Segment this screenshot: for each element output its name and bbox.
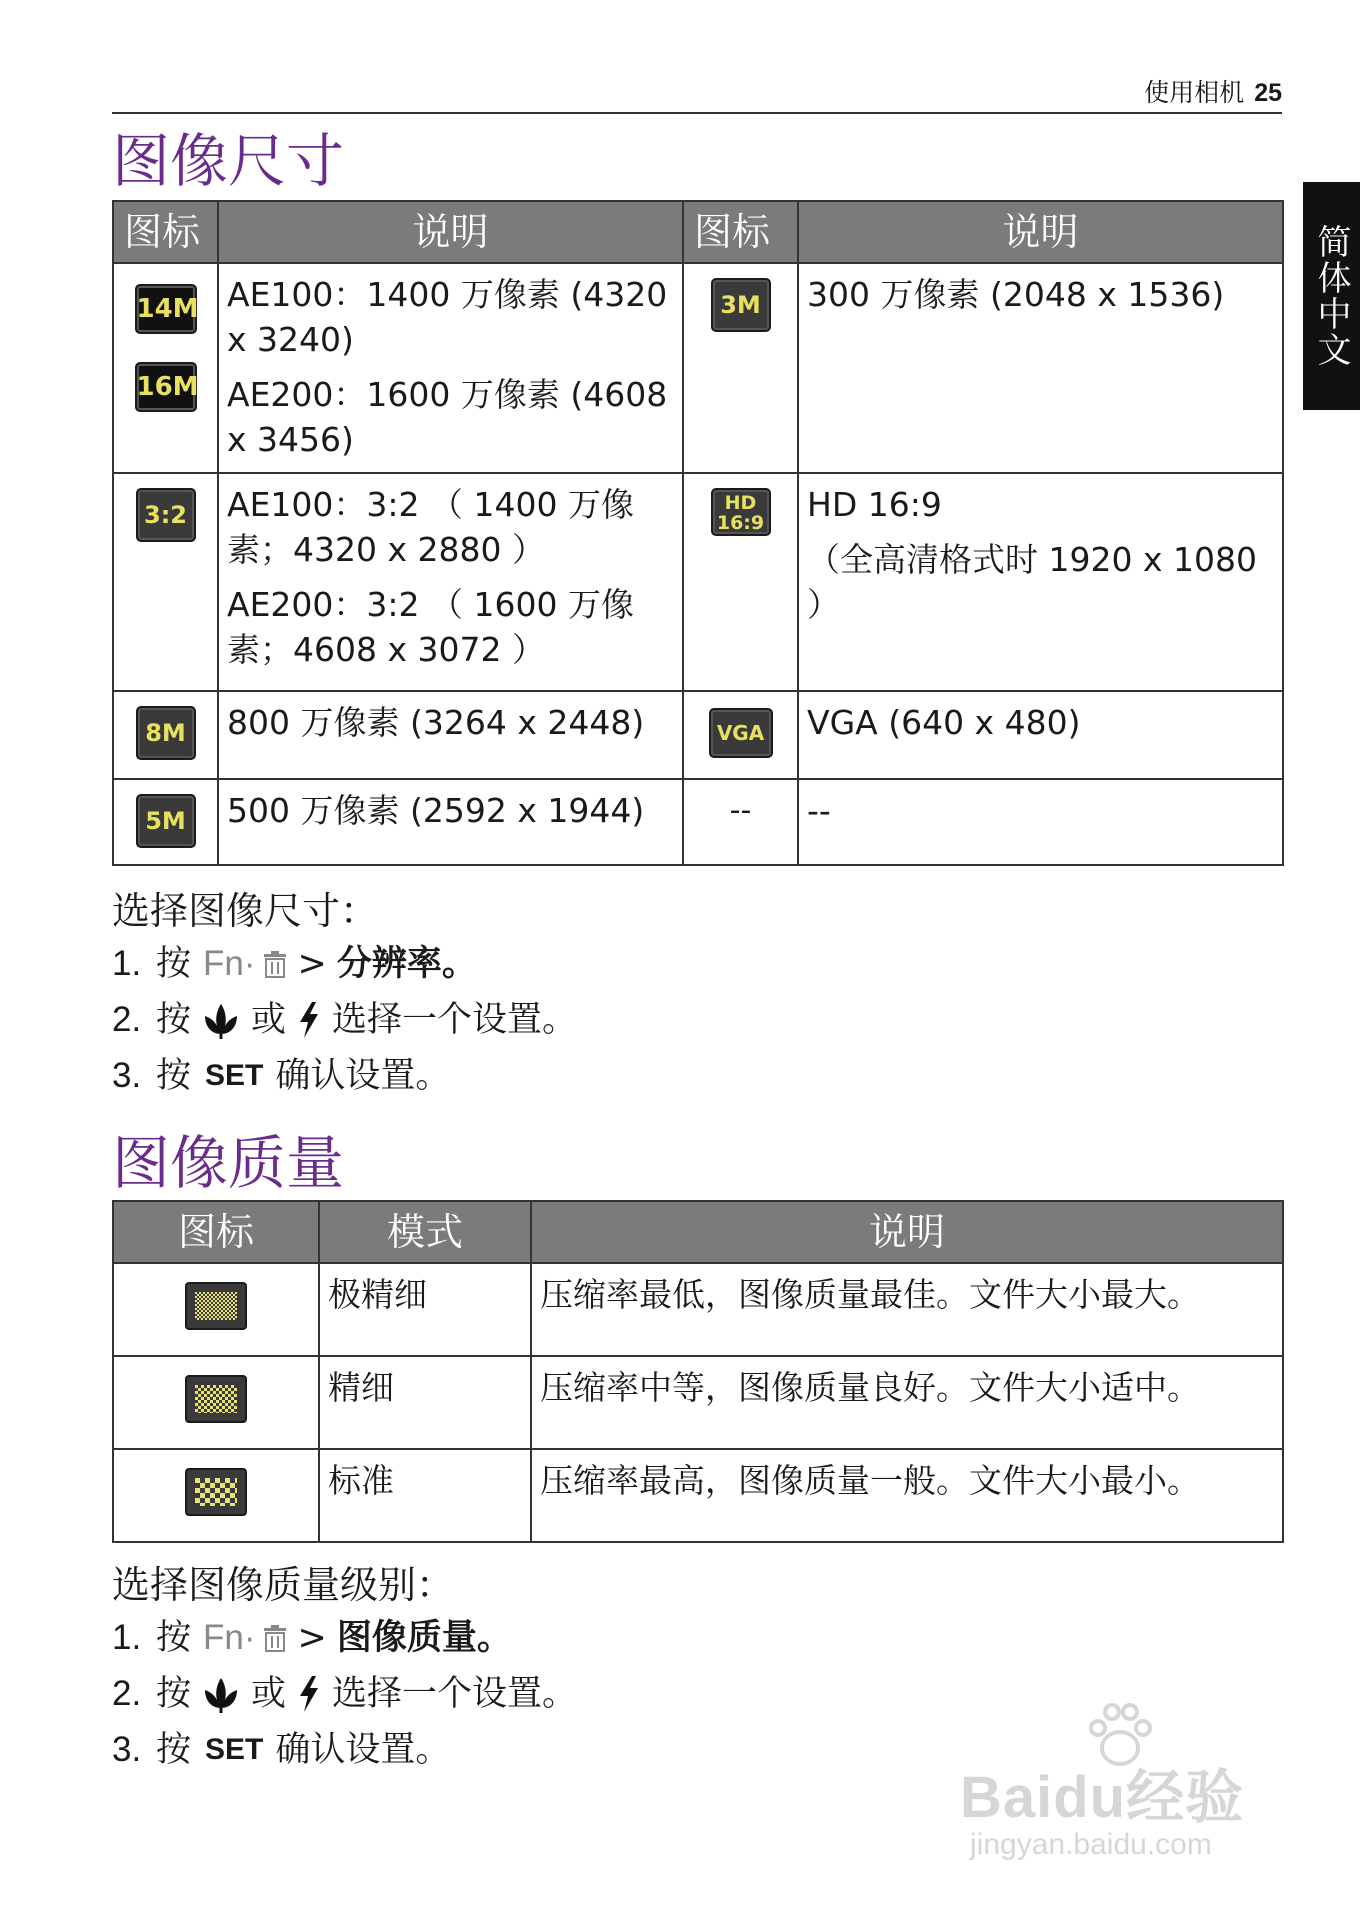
icon-cell [683, 263, 798, 473]
ratio-3-2-icon: 3:2 [136, 488, 196, 542]
step-2 [112, 1666, 577, 1722]
mode-cell: 精细 [319, 1356, 531, 1449]
trash-icon [262, 950, 288, 978]
icon-cell [683, 473, 798, 691]
desc-line: AE200：1600 万像素 (4608 x 3456) [227, 375, 668, 459]
desc-line: 800 万像素 (3264 x 2448) [227, 703, 645, 742]
normal-icon [185, 1468, 247, 1516]
icon-cell [113, 691, 218, 779]
table-row [113, 263, 1283, 473]
step-press: 按 [156, 1056, 192, 1096]
flash-icon [296, 1000, 322, 1040]
desc-line: VGA (640 x 480) [807, 703, 1081, 742]
desc-cell: 压缩率中等，图像质量良好。文件大小适中。 [531, 1356, 1283, 1449]
step-number: 3. [112, 1056, 142, 1095]
size-8m-icon: 8M [136, 706, 196, 760]
language-tab: 简体中文 [1303, 182, 1360, 410]
image-size-steps [112, 886, 577, 1104]
icon-cell [113, 1449, 319, 1542]
step-rest: 选择一个设置。 [332, 1674, 578, 1714]
table-row [113, 1263, 1283, 1356]
steps-heading: 选择图像质量级别： [112, 1563, 455, 1607]
header-desc-col: 说明 [218, 201, 683, 263]
step-target: 图像质量 [336, 1618, 477, 1658]
desc-cell [798, 473, 1283, 691]
step-2 [112, 992, 577, 1048]
header-icon-col: 图标 [113, 201, 218, 263]
header-section: 使用相机 [1144, 78, 1245, 107]
table-row [113, 691, 1283, 779]
step-number: 2. [112, 1674, 142, 1713]
baidu-watermark [960, 1700, 1280, 1880]
image-quality-title: 图像质量 [112, 1129, 345, 1197]
desc-cell [798, 779, 1283, 865]
image-size-title: 图像尺寸 [112, 127, 345, 195]
header-desc-col: 说明 [531, 1201, 1283, 1263]
mode-cell: 极精细 [319, 1263, 531, 1356]
step-arrow: > [297, 944, 327, 984]
set-button-label: SET [205, 1059, 264, 1092]
page-number: 25 [1254, 79, 1282, 107]
page-header [112, 76, 1282, 114]
step-3 [112, 1048, 577, 1104]
desc-line: AE100：1400 万像素 (4320 x 3240) [227, 275, 668, 359]
vga-icon: VGA [709, 708, 773, 758]
image-size-table [112, 200, 1284, 866]
desc-cell [218, 473, 683, 691]
desc-cell: 压缩率最高，图像质量一般。文件大小最小。 [531, 1449, 1283, 1542]
super-fine-icon [185, 1282, 247, 1330]
desc-line: AE200：3:2 （ 1600 万像素；4608 x 3072 ） [227, 585, 634, 669]
desc-cell [218, 691, 683, 779]
desc-line: （全高清格式时 1920 x 1080 ） [807, 540, 1257, 624]
header-icon-col-2: 图标 [683, 201, 798, 263]
step-number: 3. [112, 1730, 142, 1769]
watermark-url: jingyan.baidu.com [970, 1828, 1212, 1861]
table-header-row [113, 1201, 1283, 1263]
desc-line: -- [807, 791, 831, 830]
step-number: 1. [112, 944, 142, 983]
step-1 [112, 936, 577, 992]
step-target: 分辨率 [336, 944, 442, 984]
watermark-logo: Baidu经验 [960, 1765, 1245, 1830]
icon-cell [113, 1356, 319, 1449]
step-press: 按 [156, 1730, 192, 1770]
desc-cell [798, 691, 1283, 779]
step-end: 。 [441, 944, 477, 984]
desc-cell [218, 779, 683, 865]
size-14m-icon: 14M [135, 284, 197, 334]
icon-cell [113, 473, 218, 691]
header-mode-col: 模式 [319, 1201, 531, 1263]
macro-flower-icon [201, 1000, 241, 1040]
table-header-row [113, 201, 1283, 263]
step-1 [112, 1610, 577, 1666]
trash-icon [262, 1624, 288, 1652]
step-end: 。 [476, 1618, 512, 1658]
fn-button-label: Fn· [203, 944, 256, 983]
table-row [113, 779, 1283, 865]
step-press: 按 [156, 944, 192, 984]
desc-line: 300 万像素 (2048 x 1536) [807, 275, 1225, 314]
step-arrow: > [297, 1618, 327, 1658]
icon-cell [113, 263, 218, 473]
hd-16-9-icon: HD 16:9 [711, 488, 771, 536]
flash-icon [296, 1674, 322, 1714]
size-5m-icon: 5M [136, 794, 196, 848]
desc-cell: 压缩率最低，图像质量最佳。文件大小最大。 [531, 1263, 1283, 1356]
desc-cell [798, 263, 1283, 473]
icon-cell-empty: -- [683, 779, 798, 865]
steps-heading: 选择图像尺寸： [112, 889, 379, 933]
mode-cell: 标准 [319, 1449, 531, 1542]
table-row [113, 1356, 1283, 1449]
step-press: 按 [156, 1000, 192, 1040]
step-or: 或 [251, 1000, 287, 1040]
icon-cell [113, 779, 218, 865]
macro-flower-icon [201, 1674, 241, 1714]
step-number: 2. [112, 1000, 142, 1039]
fine-icon [185, 1375, 247, 1423]
size-16m-icon: 16M [135, 362, 197, 412]
desc-line: 500 万像素 (2592 x 1944) [227, 791, 645, 830]
step-or: 或 [251, 1674, 287, 1714]
step-number: 1. [112, 1618, 142, 1657]
desc-line: HD 16:9 [807, 485, 942, 524]
header-desc-col-2: 说明 [798, 201, 1283, 263]
table-row [113, 473, 1283, 691]
step-3 [112, 1722, 577, 1778]
step-press: 按 [156, 1674, 192, 1714]
set-button-label: SET [205, 1733, 264, 1766]
image-quality-table [112, 1200, 1284, 1543]
step-rest: 确认设置。 [275, 1056, 451, 1096]
step-press: 按 [156, 1618, 192, 1658]
desc-cell [218, 263, 683, 473]
size-3m-icon: 3M [711, 278, 771, 332]
step-rest: 选择一个设置。 [332, 1000, 578, 1040]
fn-button-label: Fn· [203, 1618, 256, 1657]
desc-line: AE100：3:2 （ 1400 万像素；4320 x 2880 ） [227, 485, 634, 569]
image-quality-steps [112, 1560, 577, 1778]
icon-cell [683, 691, 798, 779]
header-icon-col: 图标 [113, 1201, 319, 1263]
icon-cell [113, 1263, 319, 1356]
table-row [113, 1449, 1283, 1542]
step-rest: 确认设置。 [275, 1730, 451, 1770]
